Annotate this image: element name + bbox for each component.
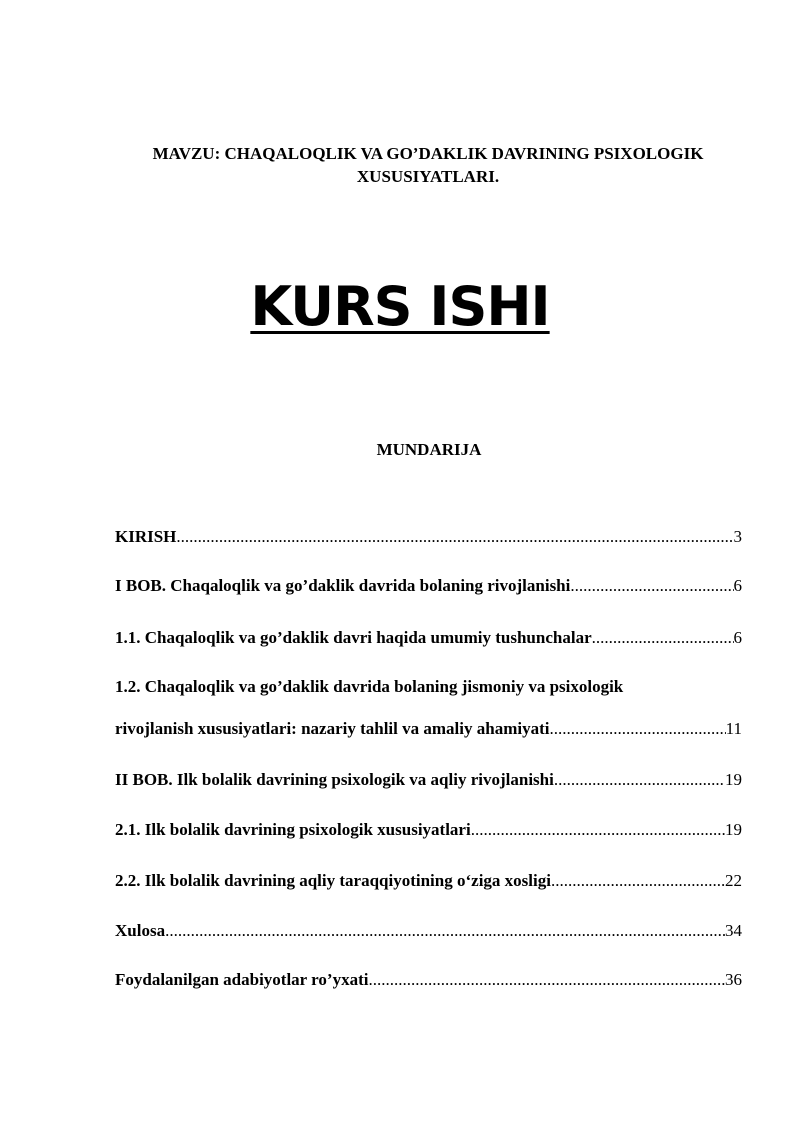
toc-entry-section-2-2[interactable] [115,870,742,892]
toc-leader-dots [592,627,734,649]
toc-entry-chapter-2[interactable] [115,769,742,791]
toc-entry-page: 11 [725,719,742,738]
toc-entry-title: Xulosa [115,921,166,940]
toc-entry-page: 22 [725,871,742,890]
toc-heading: MUNDARIJA [376,440,482,459]
toc-entry-title: rivojlanish xususiyatlari: nazariy tahlil va amaliy ahamiyati [115,719,550,738]
toc-leader-dots [471,819,725,841]
toc-entry-page: 19 [725,820,742,839]
toc-entry-page: 3 [733,527,742,546]
toc-entry-section-1-1[interactable] [115,627,742,649]
toc-leader-dots [549,718,725,740]
toc-leader-dots [368,969,725,991]
document-type-title [0,272,800,342]
toc-entry-title: 1.1. Chaqaloqlik va go’daklik davri haqida umumiy tushunchalar [115,628,592,647]
toc-entry-page: 6 [733,576,742,595]
toc-entry-section-2-1[interactable] [115,819,742,841]
toc-leader-dots [554,769,725,791]
toc-leader-dots [551,870,725,892]
document-topic: MAVZU: CHAQALOQLIK VA GO’DAKLIK DAVRINING PSIXOLOGIK XUSUSIYATLARI. [152,144,704,186]
toc-entry-section-1-2[interactable] [115,718,742,740]
toc-entry-introduction[interactable] [115,526,742,548]
toc-entry-title: I BOB. Chaqaloqlik va go’daklik davrida bolaning rivojlanishi [115,576,571,595]
toc-leader-dots [570,575,733,597]
toc-entry-title: KIRISH [115,527,177,546]
toc-entry-section-1-2-first-line[interactable]: 1.2. Chaqaloqlik va go’daklik davrida bolaning jismoniy va psixologik [115,677,624,696]
toc-entry-page: 6 [733,628,742,647]
toc-entry-title: 2.1. Ilk bolalik davrining psixologik xususiyatlari [115,820,471,839]
toc-entry-references[interactable] [115,969,742,991]
toc-entry-conclusion[interactable] [115,920,742,942]
toc-entry-chapter-1[interactable] [115,575,742,597]
document-type-text: KURS ISHI [250,275,550,338]
toc-entry-title: II BOB. Ilk bolalik davrining psixologik va aqliy rivojlanishi [115,770,554,789]
toc-entry-page: 19 [725,770,742,789]
toc-leader-dots [176,526,733,548]
toc-entry-title: Foydalanilgan adabiyotlar ro’yxati [115,970,369,989]
toc-entry-page: 34 [725,921,742,940]
toc-entry-page: 36 [725,970,742,989]
toc-entry-title: 2.2. Ilk bolalik davrining aqliy taraqqiyotining o‘ziga xosligi [115,871,551,890]
toc-leader-dots [165,920,725,942]
